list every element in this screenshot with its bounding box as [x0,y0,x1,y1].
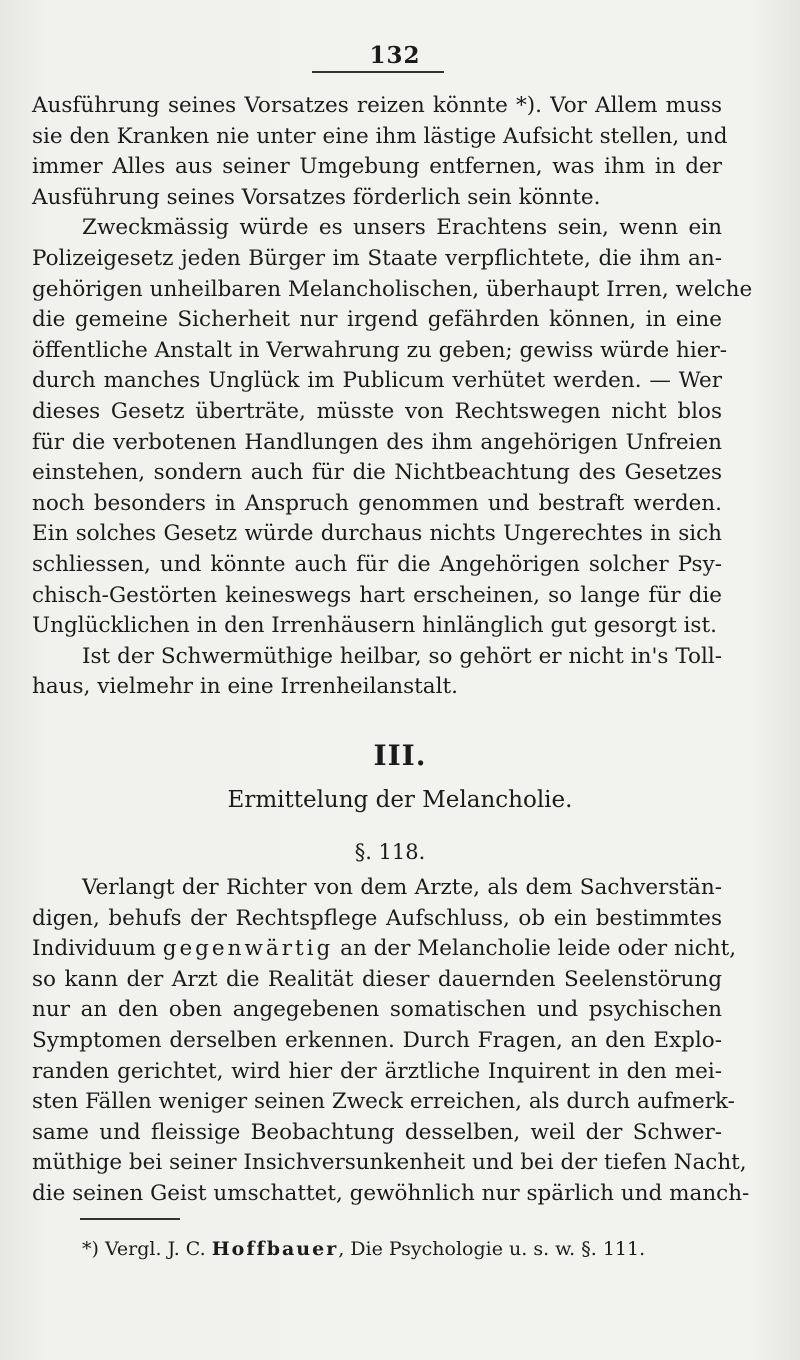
page-number-rule [312,71,444,73]
text-line: digen, behufs der Rechtspflege Aufschluss, ob ein bestimmtes [32,905,722,931]
text-fragment: an der Melancholie leide oder nicht, [333,936,737,962]
footnote-text: , Die Psychologie u. s. w. §. 111. [338,1238,646,1260]
footnote-author: Hoffbauer [211,1238,339,1260]
text-line: Verlangt der Richter von dem Arzte, als dem Sachverstän- [82,875,722,900]
text-line: durch manches Unglück im Publicum verhütet werden. — Wer [32,368,722,394]
paragraph-118 [32,873,750,1210]
text-line: Unglücklichen in den Irrenhäusern hinlänglich gut gesorgt ist. [32,613,717,639]
text-fragment: Individuum [32,936,163,962]
text-line: haus, vielmehr in eine Irrenheilanstalt. [32,674,458,700]
text-line: gehörigen unheilbaren Melancholischen, überhaupt Irren, welche [32,276,753,302]
text-line: dieses Gesetz überträte, müsste von Rechtswegen nicht blos [32,398,722,424]
text-line: Ausführung seines Vorsatzes förderlich sein könnte. [32,184,601,210]
paragraph-continuation [32,91,753,703]
text-line: für die verbotenen Handlungen des ihm angehörigen Unfreien [32,429,722,455]
text-line: Symptomen derselben erkennen. Durch Fragen, an den Explo- [32,1027,722,1053]
text-line: nur an den oben angegebenen somatischen und psychischen [32,997,722,1023]
section-title: Ermittelung der Melancholie. [227,787,573,813]
section-mark: III. [373,739,427,772]
emphasis-word: gegenwärtig [162,936,334,962]
text-line: chisch-Gestörten keineswegs hart erscheinen, so lange für die [32,582,722,608]
text-line: die gemeine Sicherheit nur irgend gefährden können, in eine [32,307,722,333]
text-line: einstehen, sondern auch für die Nichtbeachtung des Gesetzes [32,460,722,486]
text-line: immer Alles aus seiner Umgebung entfernen, was ihm in der [32,154,722,180]
text-line: Zweckmässig würde es unsers Erachtens sein, wenn ein [82,215,722,241]
text-line [32,934,737,965]
page-number: 132 [369,42,421,69]
footnote-rule [80,1218,180,1220]
text-line: randen gerichtet, wird hier der ärztliche Inquirent in den mei- [32,1058,722,1084]
text-line: Polizeigesetz jeden Bürger im Staate verpflichtete, die ihm an- [32,245,722,271]
text-line: noch besonders in Anspruch genommen und bestraft werden. [32,490,722,516]
text-line: sie den Kranken nie unter eine ihm lästige Aufsicht stellen, und [32,123,728,149]
text-line: öffentliche Anstalt in Verwahrung zu geben; gewiss würde hier- [32,337,728,363]
text-line: sten Fällen weniger seinen Zweck erreichen, als durch aufmerk- [32,1089,735,1115]
text-line: so kann der Arzt die Realität dieser dauernden Seelenstörung [32,966,722,992]
text-line: müthige bei seiner Insichversunkenheit und bei der tiefen Nacht, [32,1150,747,1176]
text-line: Ein solches Gesetz würde durchaus nichts Ungerechtes in sich [32,521,722,547]
text-line: Ist der Schwermüthige heilbar, so gehört er nicht in's Toll- [82,643,722,669]
footnote [82,1234,722,1264]
text-line: Ausführung seines Vorsatzes reizen könnte *). Vor Allem muss [32,93,722,118]
text-line: die seinen Geist umschattet, gewöhnlich nur spärlich und manch- [32,1180,750,1206]
footnote-marker: *) Vergl. J. C. [82,1238,212,1260]
text-line: same und fleissige Beobachtung desselben, weil der Schwer- [32,1119,722,1145]
paragraph-number: §. 118. [354,840,426,864]
text-line: schliessen, und könnte auch für die Angehörigen solcher Psy- [32,551,722,577]
